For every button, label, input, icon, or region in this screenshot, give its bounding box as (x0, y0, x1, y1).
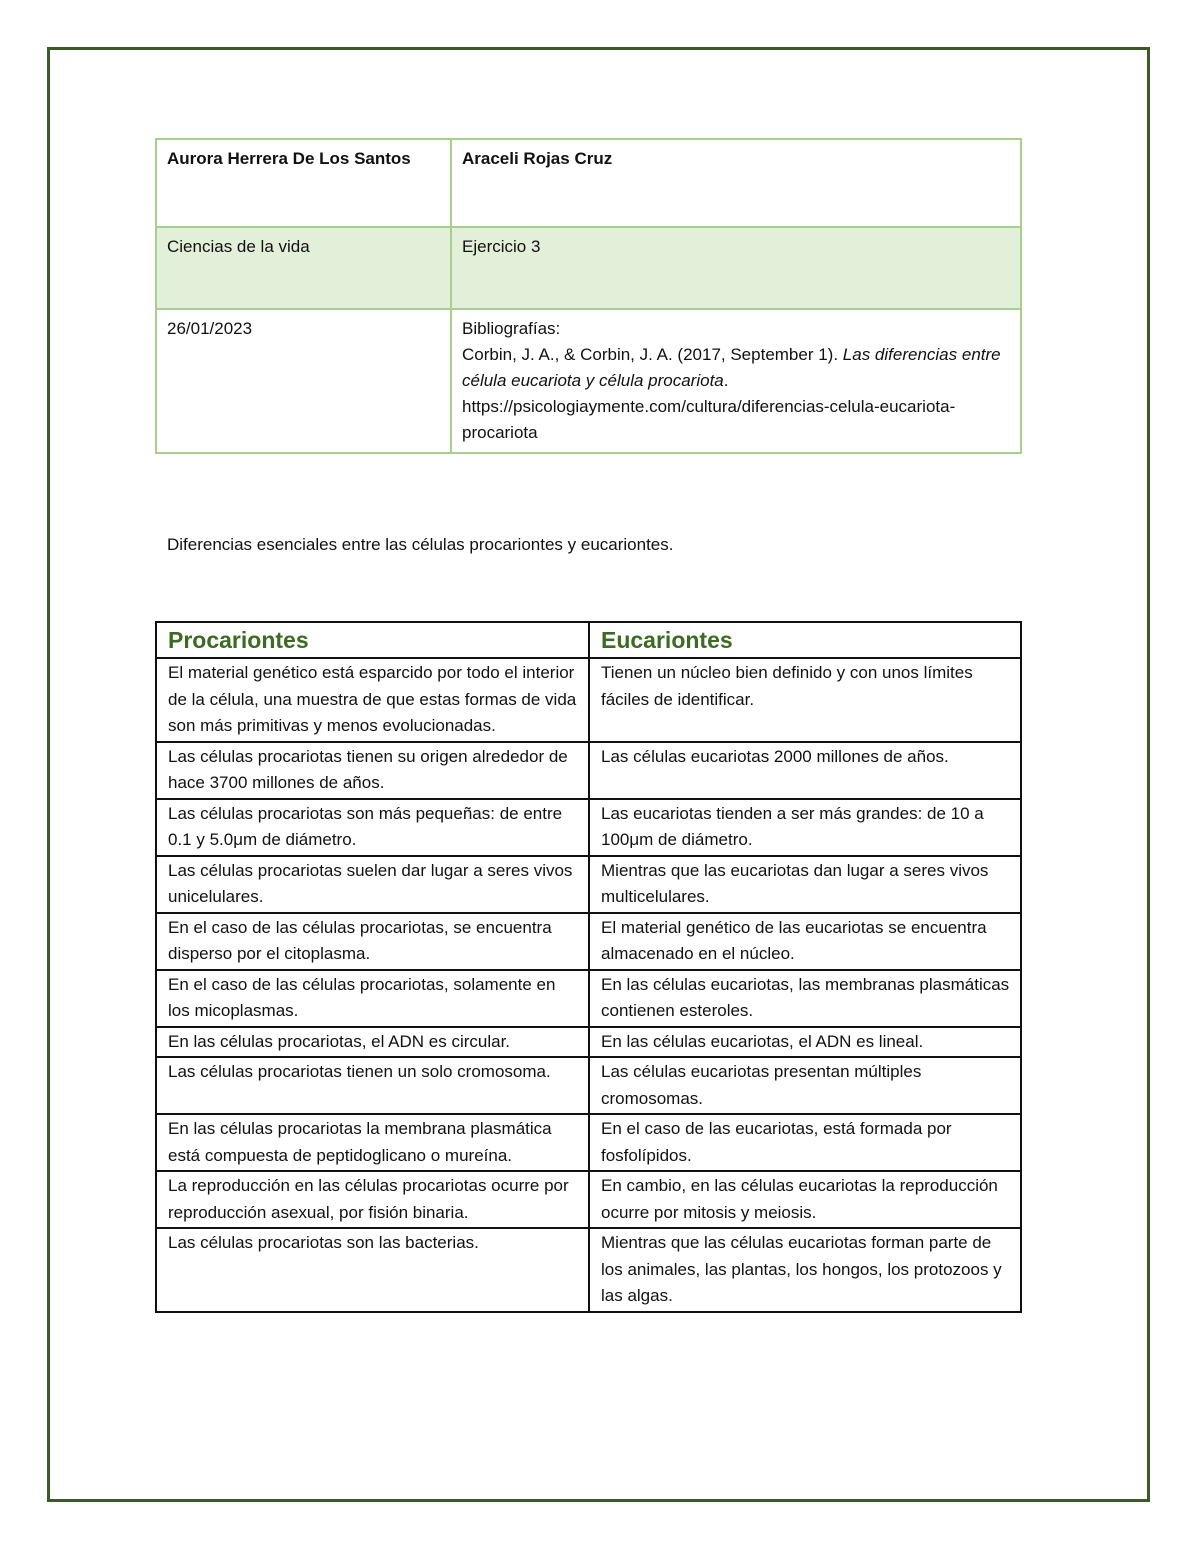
info-table (155, 138, 1022, 454)
procariontes-cell: En el caso de las células procariotas, solamente en los micoplasmas. (156, 970, 589, 1027)
citation-url[interactable]: . https://psicologiaymente.com/cultura/diferencias-celula-eucariota-procariota (462, 371, 956, 442)
table-row (156, 970, 1021, 1027)
table-row (156, 1027, 1021, 1058)
eucariontes-cell: Las células eucariotas 2000 millones de años. (589, 742, 1021, 799)
table-row (156, 1228, 1021, 1312)
table-row (156, 1114, 1021, 1171)
eucariontes-cell: El material genético de las eucariotas se encuentra almacenado en el núcleo. (589, 913, 1021, 970)
procariontes-cell: Las células procariotas tienen un solo cromosoma. (156, 1057, 589, 1114)
eucariontes-cell: En las células eucariotas, el ADN es lineal. (589, 1027, 1021, 1058)
eucariontes-cell: Las células eucariotas presentan múltiples cromosomas. (589, 1057, 1021, 1114)
header-eucariontes: Eucariontes (589, 622, 1021, 658)
procariontes-cell: Las células procariotas son las bacterias. (156, 1228, 589, 1312)
info-row (156, 227, 1021, 309)
procariontes-cell: Las células procariotas son más pequeñas: de entre 0.1 y 5.0μm de diámetro. (156, 799, 589, 856)
table-row (156, 1057, 1021, 1114)
citation-title: Las diferencias entre célula eucariota y célula procariota (462, 345, 1001, 390)
table-row (156, 799, 1021, 856)
bibliography-title: Bibliografías: (462, 319, 561, 338)
procariontes-cell: La reproducción en las células procariotas ocurre por reproducción asexual, por fisión binaria. (156, 1171, 589, 1228)
info-row (156, 309, 1021, 453)
citation-authors: Corbin, J. A., & Corbin, J. A. (2017, September 1). (462, 345, 843, 364)
section-subtitle: Diferencias esenciales entre las células procariontes y eucariontes. (167, 535, 674, 554)
info-row (156, 139, 1021, 227)
comparison-table (155, 621, 1022, 1313)
comparison-header-row (156, 622, 1021, 658)
procariontes-cell: En las células procariotas, el ADN es circular. (156, 1027, 589, 1058)
table-row (156, 913, 1021, 970)
procariontes-cell: En el caso de las células procariotas, se encuentra disperso por el citoplasma. (156, 913, 589, 970)
eucariontes-cell: Mientras que las células eucariotas forman parte de los animales, las plantas, los hongos, los protozoos y las algas. (589, 1228, 1021, 1312)
date: 26/01/2023 (156, 309, 451, 453)
table-row (156, 856, 1021, 913)
procariontes-cell: El material genético está esparcido por todo el interior de la célula, una muestra de que estas formas de vida son más primitivas y menos evolucionadas. (156, 658, 589, 742)
eucariontes-cell: En el caso de las eucariotas, está formada por fosfolípidos. (589, 1114, 1021, 1171)
teacher-name: Araceli Rojas Cruz (451, 139, 1021, 227)
table-row (156, 1171, 1021, 1228)
eucariontes-cell: Mientras que las eucariotas dan lugar a seres vivos multicelulares. (589, 856, 1021, 913)
assignment: Ejercicio 3 (451, 227, 1021, 309)
table-row (156, 742, 1021, 799)
procariontes-cell: Las células procariotas tienen su origen alrededor de hace 3700 millones de años. (156, 742, 589, 799)
procariontes-cell: Las células procariotas suelen dar lugar a seres vivos unicelulares. (156, 856, 589, 913)
author-name: Aurora Herrera De Los Santos (156, 139, 451, 227)
eucariontes-cell: En las células eucariotas, las membranas plasmáticas contienen esteroles. (589, 970, 1021, 1027)
procariontes-cell: En las células procariotas la membrana plasmática está compuesta de peptidoglicano o mureína. (156, 1114, 589, 1171)
eucariontes-cell: Tienen un núcleo bien definido y con unos límites fáciles de identificar. (589, 658, 1021, 742)
header-procariontes: Procariontes (156, 622, 589, 658)
subject: Ciencias de la vida (156, 227, 451, 309)
eucariontes-cell: Las eucariotas tienden a ser más grandes: de 10 a 100μm de diámetro. (589, 799, 1021, 856)
eucariontes-cell: En cambio, en las células eucariotas la reproducción ocurre por mitosis y meiosis. (589, 1171, 1021, 1228)
table-row (156, 658, 1021, 742)
bibliography (451, 309, 1021, 453)
